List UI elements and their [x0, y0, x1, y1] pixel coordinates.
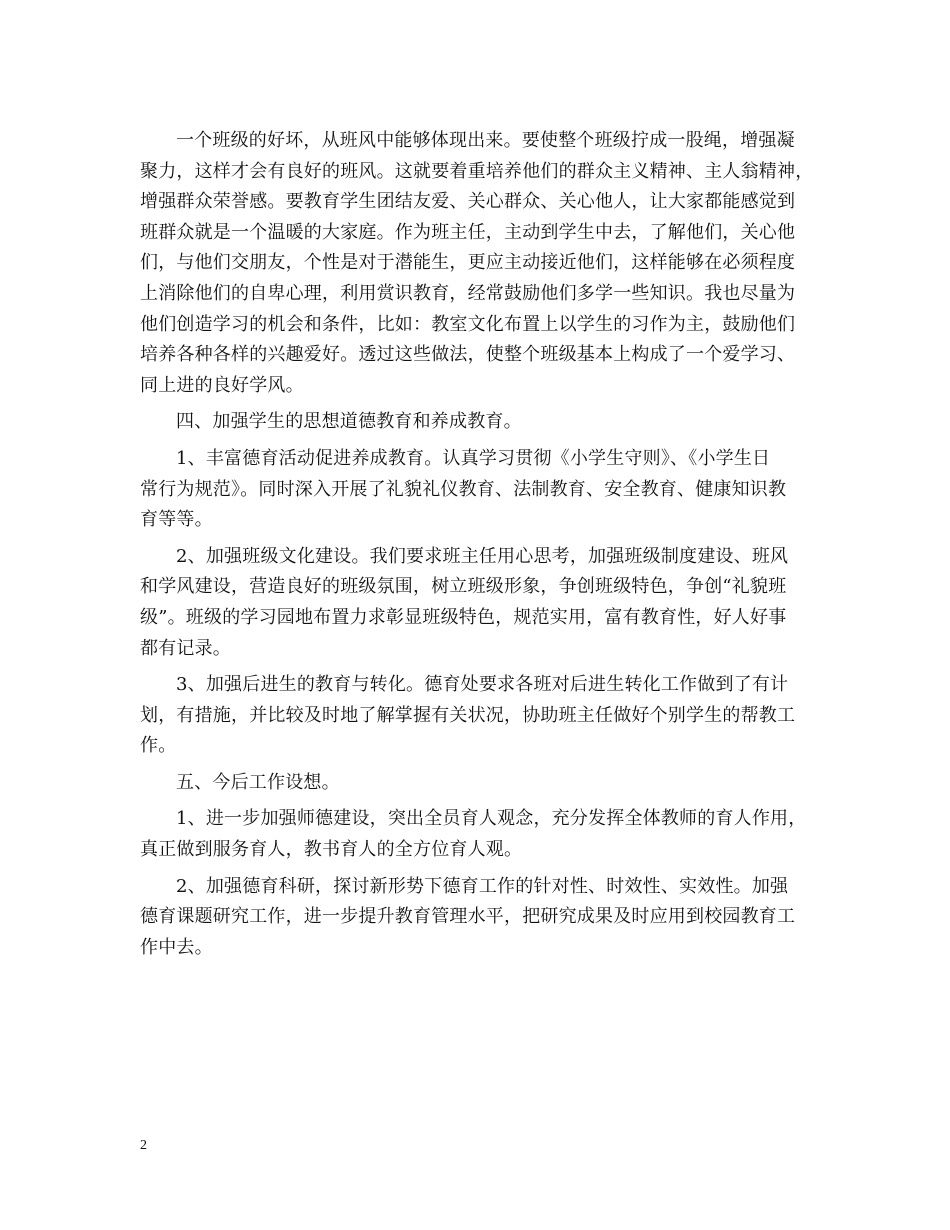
text-line: 2、加强班级文化建设。我们要求班主任用心思考，加强班级制度建设、班风 — [176, 545, 789, 567]
text-line: 五、今后工作设想。 — [176, 771, 340, 793]
text-line: 级”。班级的学习园地布置力求彰显班级特色，规范实用，富有教育性，好人好事 — [140, 606, 787, 628]
page-number: 2 — [140, 1138, 147, 1153]
text-line: 作中去。 — [140, 936, 213, 958]
text-line: 们，与他们交朋友，个性是对于潜能生，更应主动接近他们，这样能够在必须程度 — [140, 252, 796, 274]
text-line: 都有记录。 — [140, 637, 231, 659]
text-line: 班群众就是一个温暖的大家庭。作为班主任，主动到学生中去，了解他们，关心他 — [140, 221, 796, 243]
text-line: 常行为规范》。同时深入开展了礼貌礼仪教育、法制教育、安全教育、健康知识教 — [140, 478, 787, 500]
text-line: 上消除他们的自卑心理，利用赏识教育，经常鼓励他们多学一些知识。我也尽量为 — [140, 282, 796, 304]
text-line: 2、加强德育科研，探讨新形势下德育工作的针对性、时效性、实效性。加强 — [176, 875, 789, 897]
text-line: 1、丰富德育活动促进养成教育。认真学习贯彻《小学生守则》、《小学生日 — [176, 447, 771, 469]
text-line: 聚力，这样才会有良好的班风。这就要着重培养他们的群众主义精神、主人翁精神， — [140, 160, 814, 182]
body-text — [140, 126, 812, 969]
text-line: 真正做到服务育人，教书育人的全方位育人观。 — [140, 839, 523, 861]
text-line: 育等等。 — [140, 509, 213, 531]
section-heading-moral-education — [140, 407, 812, 438]
text-line: 和学风建设，营造良好的班级氛围，树立班级形象，争创班级特色，争创“礼貌班 — [140, 576, 787, 598]
text-line: 德育课题研究工作，进一步提升教育管理水平，把研究成果及时应用到校园教育工 — [140, 906, 796, 928]
text-line: 一个班级的好坏，从班风中能够体现出来。要使整个班级拧成一股绳，增强凝 — [176, 130, 795, 151]
paragraph-moral-activities — [140, 444, 812, 536]
text-line: 培养各种各样的兴趣爱好。透过这些做法，使整个班级基本上构成了一个爱学习、 — [140, 344, 796, 366]
paragraph-teacher-ethics — [140, 804, 812, 865]
paragraph-struggling-students — [140, 670, 812, 762]
text-line: 3、加强后进生的教育与转化。德育处要求各班对后进生转化工作做到了有计 — [176, 674, 789, 696]
text-line: 同上进的良好学风。 — [140, 374, 304, 396]
paragraph-class-culture — [140, 542, 812, 664]
paragraph-moral-research — [140, 872, 812, 964]
text-line: 1、进一步加强师德建设，突出全员育人观念，充分发挥全体教师的育人作用， — [176, 808, 807, 830]
section-heading-future-plans — [140, 768, 812, 799]
text-line: 增强群众荣誉感。要教育学生团结友爱、关心群众、关心他人，让大家都能感觉到 — [140, 191, 796, 213]
text-line: 作。 — [140, 735, 177, 757]
paragraph-class-spirit — [140, 126, 812, 401]
text-line: 他们创造学习的机会和条件，比如：教室文化布置上以学生的习作为主，鼓励他们 — [140, 313, 796, 335]
text-line: 划，有措施，并比较及时地了解掌握有关状况，协助班主任做好个别学生的帮教工 — [140, 704, 796, 726]
text-line: 四、加强学生的思想道德教育和养成教育。 — [176, 411, 522, 433]
